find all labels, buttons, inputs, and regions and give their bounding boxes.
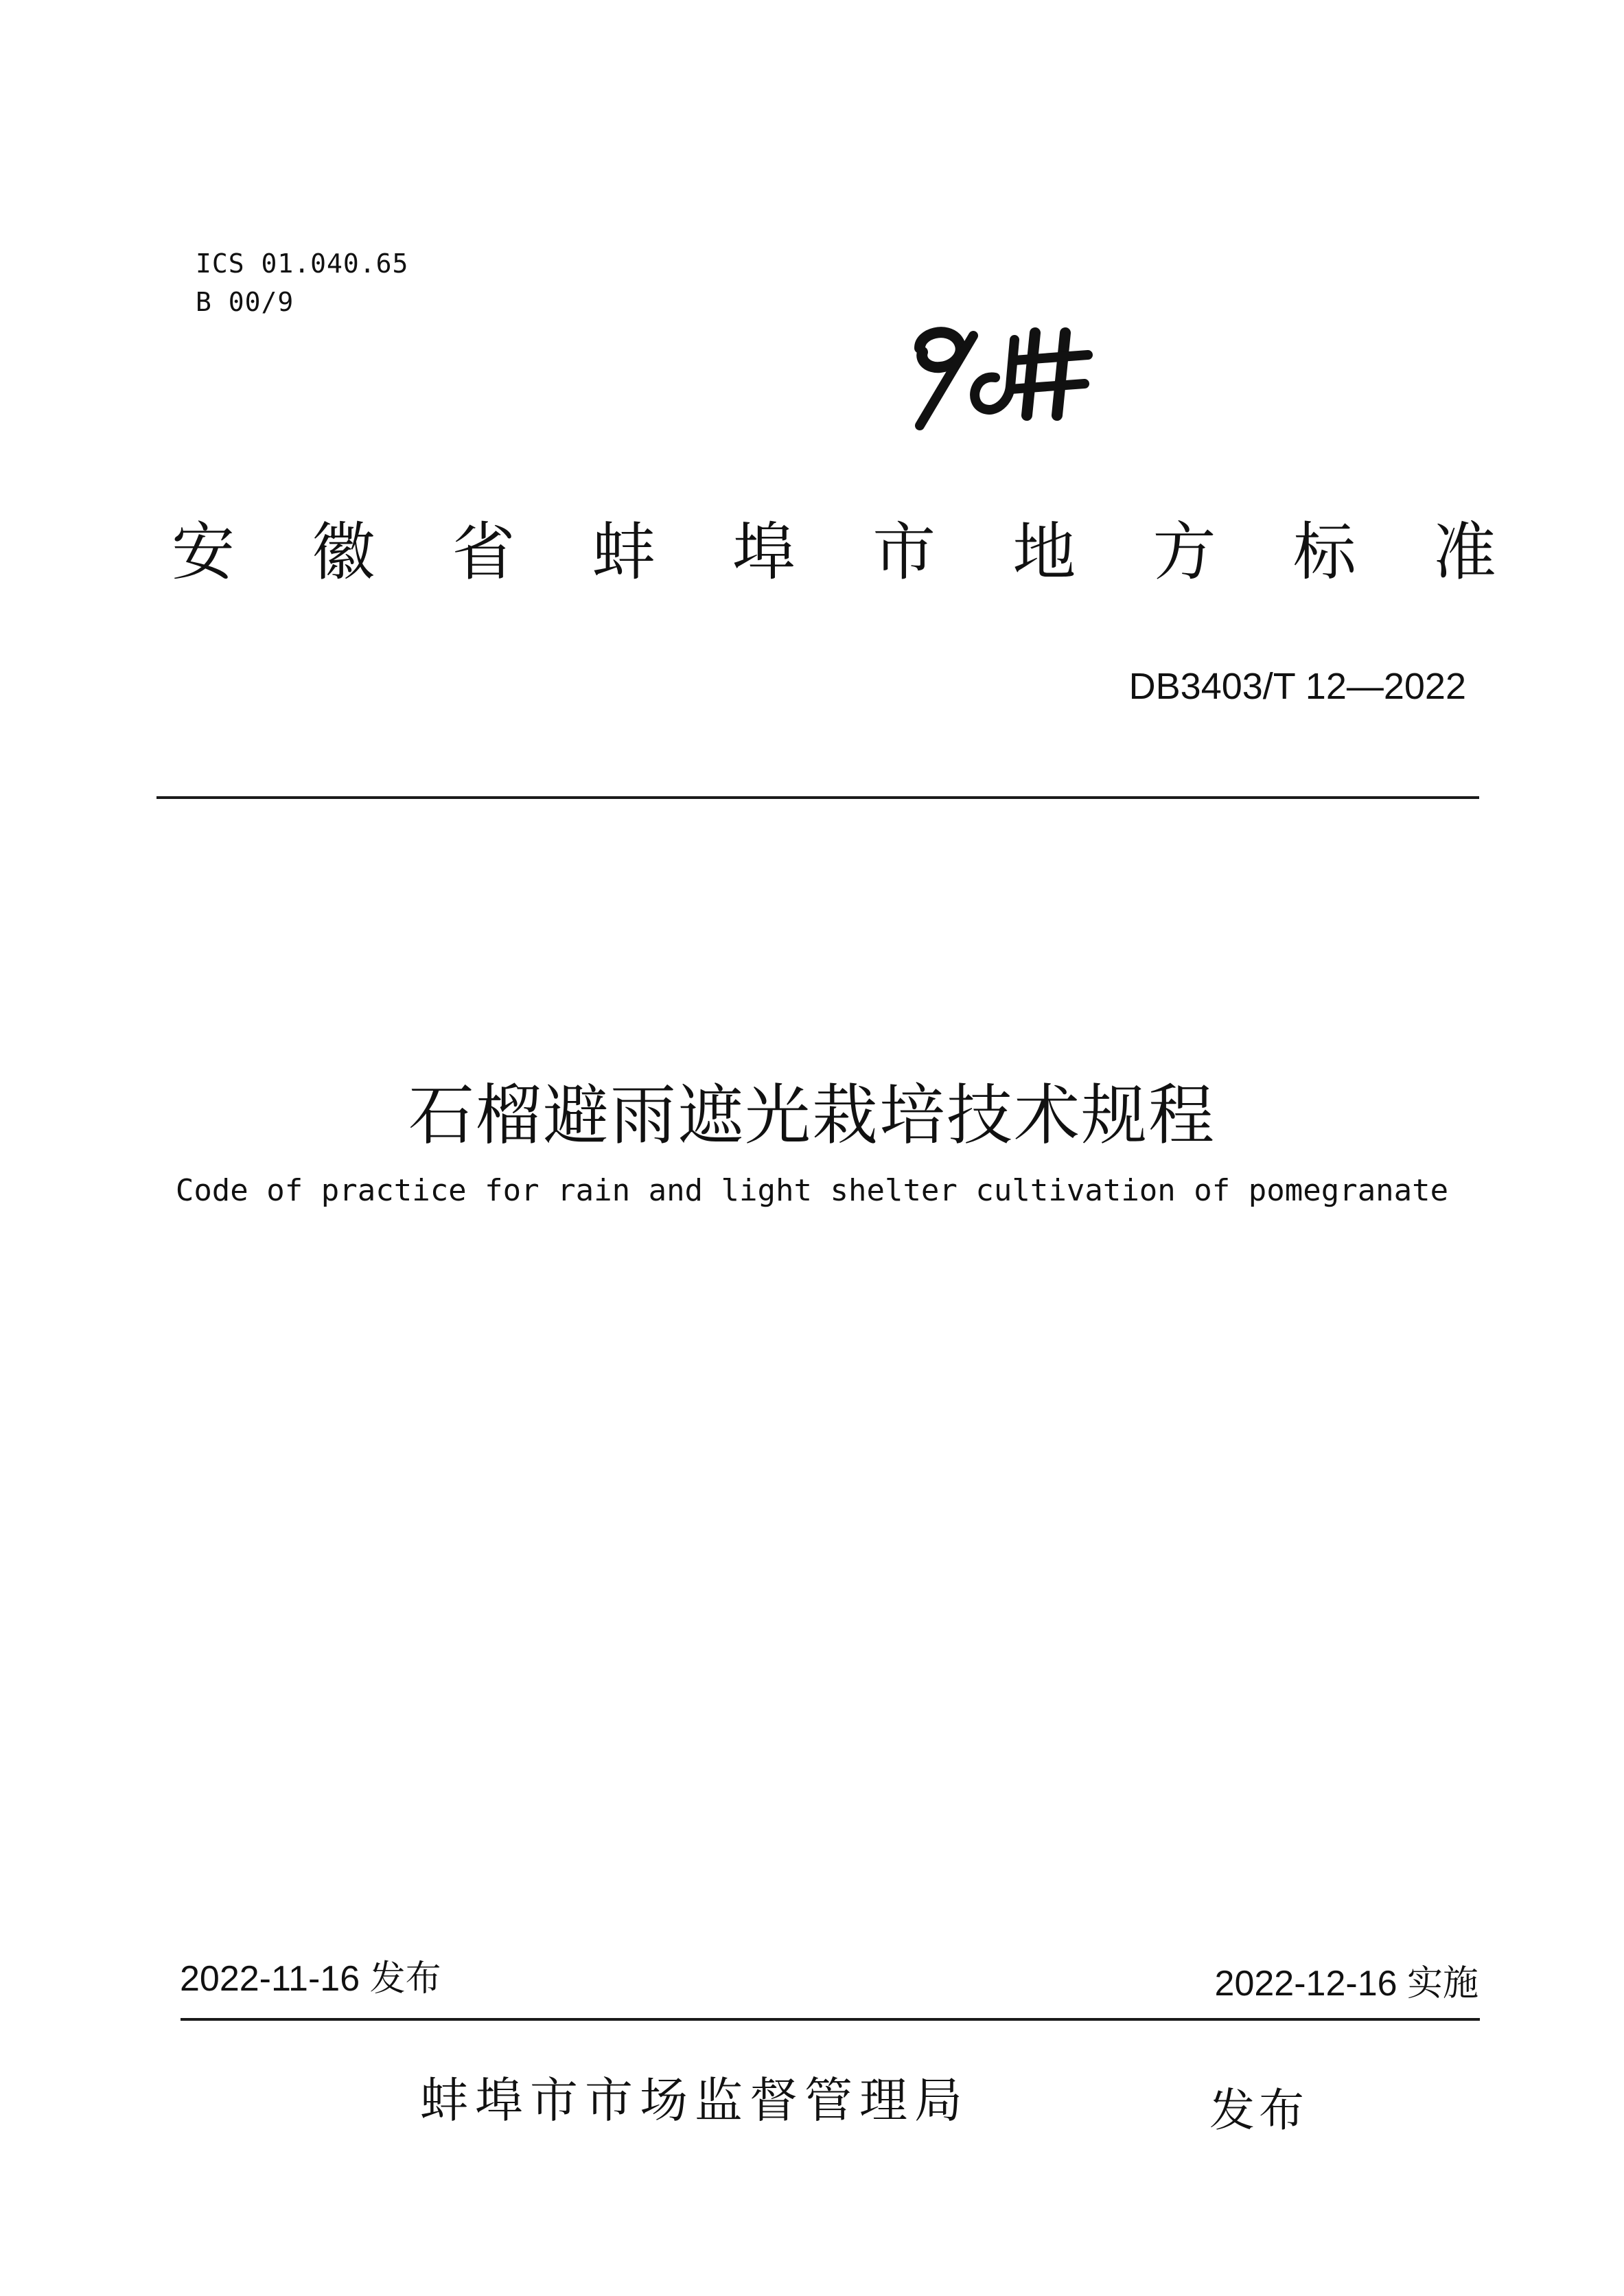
- heading-char: 安: [172, 515, 235, 589]
- heading-char: 徽: [312, 515, 375, 589]
- heading-char: 标: [1292, 515, 1356, 589]
- heading-char: 埠: [732, 515, 796, 589]
- implement-date: 2022-12-16 实施: [1214, 1964, 1478, 2004]
- standard-number: DB3403/T 12—2022: [1128, 666, 1466, 707]
- heading-char: 市: [872, 515, 936, 589]
- db-standard-logo-icon: [892, 312, 1098, 436]
- bottom-divider: [181, 2018, 1480, 2021]
- heading-char: 准: [1432, 515, 1496, 589]
- document-english-title: Code of practice for rain and light shelter cultivation of pomegranate: [175, 1173, 1449, 1208]
- publish-date: 2022-11-16 发布: [180, 1959, 441, 1999]
- heading-char: 省: [452, 515, 515, 589]
- heading-char: 地: [1012, 515, 1076, 589]
- issuing-authority: 蚌埠市市场监督管理局: [420, 2072, 969, 2129]
- ccs-code: B 00/9: [196, 287, 294, 317]
- top-divider: [156, 796, 1479, 799]
- issuing-authority-suffix: 发布: [1209, 2084, 1308, 2137]
- classification-codes: [196, 244, 408, 321]
- standard-level-heading: [172, 501, 1496, 604]
- heading-char: 方: [1152, 515, 1216, 589]
- heading-char: 蚌: [592, 515, 656, 589]
- ics-code: ICS 01.040.65: [196, 248, 409, 279]
- document-title: 石榴避雨遮光栽培技术规程: [408, 1077, 1216, 1154]
